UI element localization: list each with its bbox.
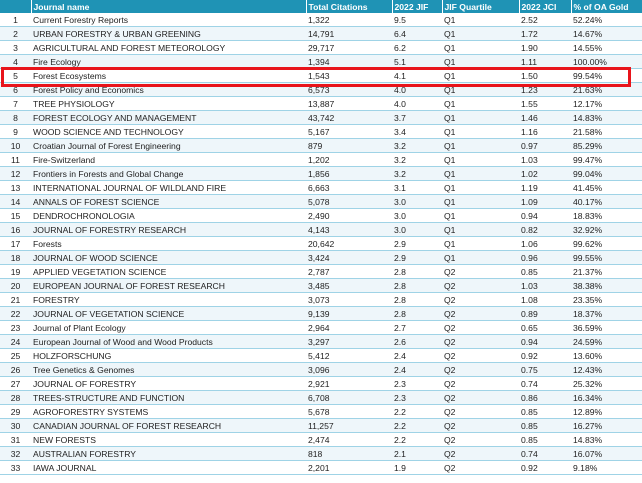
- cell-rank: 16: [0, 223, 31, 237]
- cell-journal-name: NEW FORESTS: [31, 433, 306, 447]
- cell-total-citations: 4,143: [306, 223, 392, 237]
- header-total-citations[interactable]: Total Citations: [306, 0, 392, 13]
- cell-total-citations: 29,717: [306, 41, 392, 55]
- cell-oa-gold: 36.59%: [571, 321, 642, 335]
- table-row: [0, 223, 642, 237]
- cell-jif-quartile: Q2: [442, 265, 519, 279]
- cell-total-citations: 6,708: [306, 391, 392, 405]
- cell-rank: 2: [0, 27, 31, 41]
- cell-journal-name: FOREST ECOLOGY AND MANAGEMENT: [31, 111, 306, 125]
- cell-oa-gold: 38.38%: [571, 279, 642, 293]
- cell-journal-name: AGRICULTURAL AND FOREST METEOROLOGY: [31, 41, 306, 55]
- cell-journal-name: WOOD SCIENCE AND TECHNOLOGY: [31, 125, 306, 139]
- table-row: [0, 251, 642, 265]
- cell-jif-quartile: Q2: [442, 307, 519, 321]
- cell-journal-name: IAWA JOURNAL: [31, 461, 306, 475]
- cell-rank: 3: [0, 41, 31, 55]
- cell-rank: 32: [0, 447, 31, 461]
- cell-journal-name: AGROFORESTRY SYSTEMS: [31, 405, 306, 419]
- cell-total-citations: 1,322: [306, 13, 392, 27]
- cell-total-citations: 3,297: [306, 335, 392, 349]
- cell-oa-gold: 12.89%: [571, 405, 642, 419]
- cell-journal-name: Frontiers in Forests and Global Change: [31, 167, 306, 181]
- cell-rank: 24: [0, 335, 31, 349]
- cell-total-citations: 1,543: [306, 69, 392, 83]
- cell-jif: 2.4: [392, 363, 442, 377]
- cell-journal-name: JOURNAL OF FORESTRY RESEARCH: [31, 223, 306, 237]
- table-row: [0, 13, 642, 27]
- cell-rank: 11: [0, 153, 31, 167]
- cell-jif-quartile: Q1: [442, 83, 519, 97]
- cell-jci: 1.55: [519, 97, 571, 111]
- cell-rank: 26: [0, 363, 31, 377]
- cell-jci: 0.92: [519, 349, 571, 363]
- cell-oa-gold: 100.00%: [571, 55, 642, 69]
- cell-jif: 2.2: [392, 419, 442, 433]
- cell-jci: 0.65: [519, 321, 571, 335]
- cell-total-citations: 2,490: [306, 209, 392, 223]
- cell-journal-name: European Journal of Wood and Wood Products: [31, 335, 306, 349]
- cell-rank: 5: [0, 69, 31, 83]
- cell-jif: 2.3: [392, 391, 442, 405]
- cell-total-citations: 5,678: [306, 405, 392, 419]
- cell-jif-quartile: Q1: [442, 209, 519, 223]
- cell-jif: 2.6: [392, 335, 442, 349]
- cell-jif-quartile: Q1: [442, 153, 519, 167]
- cell-journal-name: FORESTRY: [31, 293, 306, 307]
- cell-jif-quartile: Q2: [442, 419, 519, 433]
- cell-journal-name: Forests: [31, 237, 306, 251]
- cell-rank: 23: [0, 321, 31, 335]
- cell-jif-quartile: Q1: [442, 181, 519, 195]
- cell-jif: 2.8: [392, 279, 442, 293]
- header-jif[interactable]: 2022 JIF: [392, 0, 442, 13]
- cell-oa-gold: 85.29%: [571, 139, 642, 153]
- cell-jif-quartile: Q2: [442, 447, 519, 461]
- cell-oa-gold: 99.54%: [571, 69, 642, 83]
- cell-jif-quartile: Q1: [442, 111, 519, 125]
- cell-oa-gold: 24.59%: [571, 335, 642, 349]
- cell-journal-name: Fire-Switzerland: [31, 153, 306, 167]
- cell-jif: 4.0: [392, 97, 442, 111]
- table-row: [0, 293, 642, 307]
- cell-jif-quartile: Q1: [442, 27, 519, 41]
- cell-total-citations: 3,096: [306, 363, 392, 377]
- cell-rank: 20: [0, 279, 31, 293]
- cell-rank: 33: [0, 461, 31, 475]
- cell-total-citations: 1,202: [306, 153, 392, 167]
- header-oa-gold[interactable]: % of OA Gold: [571, 0, 642, 13]
- table-row: [0, 279, 642, 293]
- cell-oa-gold: 41.45%: [571, 181, 642, 195]
- cell-rank: 18: [0, 251, 31, 265]
- table-row: [0, 391, 642, 405]
- table-row: [0, 377, 642, 391]
- cell-jif-quartile: Q1: [442, 13, 519, 27]
- cell-total-citations: 2,787: [306, 265, 392, 279]
- cell-jci: 1.90: [519, 41, 571, 55]
- cell-oa-gold: 52.24%: [571, 13, 642, 27]
- table-row: [0, 209, 642, 223]
- cell-jif: 2.2: [392, 405, 442, 419]
- cell-oa-gold: 99.62%: [571, 237, 642, 251]
- cell-oa-gold: 12.17%: [571, 97, 642, 111]
- cell-jif-quartile: Q1: [442, 41, 519, 55]
- cell-journal-name: CANADIAN JOURNAL OF FOREST RESEARCH: [31, 419, 306, 433]
- cell-jif-quartile: Q2: [442, 293, 519, 307]
- cell-jif: 2.2: [392, 433, 442, 447]
- cell-jif: 6.4: [392, 27, 442, 41]
- cell-total-citations: 13,887: [306, 97, 392, 111]
- cell-jif: 3.1: [392, 181, 442, 195]
- cell-journal-name: INTERNATIONAL JOURNAL OF WILDLAND FIRE: [31, 181, 306, 195]
- cell-jif-quartile: Q2: [442, 461, 519, 475]
- cell-jif-quartile: Q1: [442, 195, 519, 209]
- cell-oa-gold: 25.32%: [571, 377, 642, 391]
- cell-jif-quartile: Q1: [442, 125, 519, 139]
- cell-total-citations: 2,921: [306, 377, 392, 391]
- cell-rank: 14: [0, 195, 31, 209]
- cell-total-citations: 5,078: [306, 195, 392, 209]
- cell-jif-quartile: Q2: [442, 405, 519, 419]
- cell-oa-gold: 99.04%: [571, 167, 642, 181]
- cell-jci: 0.85: [519, 265, 571, 279]
- cell-journal-name: Current Forestry Reports: [31, 13, 306, 27]
- cell-rank: 31: [0, 433, 31, 447]
- cell-jif: 2.3: [392, 377, 442, 391]
- header-row: [0, 0, 642, 13]
- table-row: [0, 181, 642, 195]
- cell-jci: 0.75: [519, 363, 571, 377]
- cell-rank: 27: [0, 377, 31, 391]
- table-row: [0, 307, 642, 321]
- cell-jif-quartile: Q2: [442, 321, 519, 335]
- cell-total-citations: 6,573: [306, 83, 392, 97]
- cell-rank: 7: [0, 97, 31, 111]
- cell-jci: 1.50: [519, 69, 571, 83]
- cell-jif: 9.5: [392, 13, 442, 27]
- cell-jci: 0.86: [519, 391, 571, 405]
- cell-journal-name: DENDROCHRONOLOGIA: [31, 209, 306, 223]
- cell-total-citations: 5,412: [306, 349, 392, 363]
- cell-journal-name: APPLIED VEGETATION SCIENCE: [31, 265, 306, 279]
- cell-rank: 17: [0, 237, 31, 251]
- cell-total-citations: 3,424: [306, 251, 392, 265]
- cell-journal-name: Tree Genetics & Genomes: [31, 363, 306, 377]
- cell-oa-gold: 99.47%: [571, 153, 642, 167]
- table-row: [0, 433, 642, 447]
- table-row: [0, 55, 642, 69]
- cell-jif: 2.7: [392, 321, 442, 335]
- cell-jci: 0.96: [519, 251, 571, 265]
- cell-journal-name: Croatian Journal of Forest Engineering: [31, 139, 306, 153]
- cell-journal-name: Fire Ecology: [31, 55, 306, 69]
- cell-oa-gold: 14.67%: [571, 27, 642, 41]
- cell-journal-name: AUSTRALIAN FORESTRY: [31, 447, 306, 461]
- cell-rank: 25: [0, 349, 31, 363]
- cell-total-citations: 2,964: [306, 321, 392, 335]
- cell-total-citations: 1,856: [306, 167, 392, 181]
- table-row: [0, 195, 642, 209]
- cell-rank: 19: [0, 265, 31, 279]
- cell-total-citations: 20,642: [306, 237, 392, 251]
- cell-jif: 2.4: [392, 349, 442, 363]
- cell-jif: 3.0: [392, 195, 442, 209]
- table-row: [0, 27, 642, 41]
- cell-total-citations: 9,139: [306, 307, 392, 321]
- cell-journal-name: EUROPEAN JOURNAL OF FOREST RESEARCH: [31, 279, 306, 293]
- cell-oa-gold: 18.83%: [571, 209, 642, 223]
- cell-total-citations: 6,663: [306, 181, 392, 195]
- cell-rank: 6: [0, 83, 31, 97]
- cell-jif: 3.0: [392, 209, 442, 223]
- cell-jif: 1.9: [392, 461, 442, 475]
- cell-total-citations: 2,474: [306, 433, 392, 447]
- table-row: [0, 335, 642, 349]
- cell-oa-gold: 23.35%: [571, 293, 642, 307]
- cell-jci: 1.06: [519, 237, 571, 251]
- cell-jif-quartile: Q2: [442, 349, 519, 363]
- cell-jif: 3.7: [392, 111, 442, 125]
- table-row: [0, 125, 642, 139]
- cell-jci: 0.85: [519, 405, 571, 419]
- table-row: [0, 153, 642, 167]
- cell-rank: 28: [0, 391, 31, 405]
- cell-jci: 1.72: [519, 27, 571, 41]
- table-row: [0, 419, 642, 433]
- cell-rank: 8: [0, 111, 31, 125]
- cell-journal-name: JOURNAL OF WOOD SCIENCE: [31, 251, 306, 265]
- header-jci[interactable]: 2022 JCI: [519, 0, 571, 13]
- cell-jif-quartile: Q1: [442, 251, 519, 265]
- cell-jif: 2.1: [392, 447, 442, 461]
- cell-rank: 29: [0, 405, 31, 419]
- cell-total-citations: 11,257: [306, 419, 392, 433]
- table-body: [0, 13, 642, 475]
- cell-jif-quartile: Q1: [442, 139, 519, 153]
- header-journal-name[interactable]: Journal name: [31, 0, 306, 13]
- cell-jci: 1.16: [519, 125, 571, 139]
- cell-jif-quartile: Q1: [442, 69, 519, 83]
- cell-jif-quartile: Q1: [442, 55, 519, 69]
- cell-jif-quartile: Q2: [442, 363, 519, 377]
- cell-oa-gold: 14.55%: [571, 41, 642, 55]
- cell-oa-gold: 21.37%: [571, 265, 642, 279]
- cell-total-citations: 1,394: [306, 55, 392, 69]
- cell-journal-name: URBAN FORESTRY & URBAN GREENING: [31, 27, 306, 41]
- cell-jci: 2.52: [519, 13, 571, 27]
- table-row: [0, 139, 642, 153]
- cell-oa-gold: 21.58%: [571, 125, 642, 139]
- cell-oa-gold: 21.63%: [571, 83, 642, 97]
- cell-rank: 13: [0, 181, 31, 195]
- cell-jif: 2.8: [392, 293, 442, 307]
- table-row: [0, 237, 642, 251]
- cell-total-citations: 14,791: [306, 27, 392, 41]
- cell-oa-gold: 14.83%: [571, 111, 642, 125]
- cell-total-citations: 43,742: [306, 111, 392, 125]
- cell-jci: 1.09: [519, 195, 571, 209]
- cell-oa-gold: 16.34%: [571, 391, 642, 405]
- header-rank[interactable]: [0, 0, 31, 13]
- cell-jif: 2.9: [392, 237, 442, 251]
- cell-journal-name: Forest Policy and Economics: [31, 83, 306, 97]
- cell-journal-name: JOURNAL OF FORESTRY: [31, 377, 306, 391]
- cell-jif-quartile: Q2: [442, 335, 519, 349]
- cell-jci: 1.08: [519, 293, 571, 307]
- cell-journal-name: Forest Ecosystems: [31, 69, 306, 83]
- cell-jif-quartile: Q2: [442, 433, 519, 447]
- cell-jci: 0.82: [519, 223, 571, 237]
- cell-jci: 1.03: [519, 153, 571, 167]
- cell-oa-gold: 14.83%: [571, 433, 642, 447]
- table-row: [0, 405, 642, 419]
- cell-jci: 1.46: [519, 111, 571, 125]
- header-jif-quartile[interactable]: JIF Quartile: [442, 0, 519, 13]
- table-row: [0, 69, 642, 83]
- cell-jci: 0.94: [519, 335, 571, 349]
- cell-oa-gold: 18.37%: [571, 307, 642, 321]
- cell-total-citations: 5,167: [306, 125, 392, 139]
- cell-rank: 30: [0, 419, 31, 433]
- table-row: [0, 321, 642, 335]
- cell-jci: 0.85: [519, 433, 571, 447]
- cell-jif: 4.0: [392, 83, 442, 97]
- cell-jci: 0.97: [519, 139, 571, 153]
- cell-jif-quartile: Q1: [442, 223, 519, 237]
- cell-rank: 4: [0, 55, 31, 69]
- cell-jif: 3.2: [392, 167, 442, 181]
- cell-oa-gold: 9.18%: [571, 461, 642, 475]
- table-row: [0, 349, 642, 363]
- table-row: [0, 447, 642, 461]
- cell-journal-name: HOLZFORSCHUNG: [31, 349, 306, 363]
- cell-jif: 6.2: [392, 41, 442, 55]
- table-row: [0, 461, 642, 475]
- cell-jif-quartile: Q1: [442, 237, 519, 251]
- cell-rank: 10: [0, 139, 31, 153]
- table-row: [0, 97, 642, 111]
- cell-oa-gold: 99.55%: [571, 251, 642, 265]
- cell-rank: 9: [0, 125, 31, 139]
- cell-journal-name: Journal of Plant Ecology: [31, 321, 306, 335]
- table-row: [0, 83, 642, 97]
- cell-journal-name: TREES-STRUCTURE AND FUNCTION: [31, 391, 306, 405]
- cell-oa-gold: 13.60%: [571, 349, 642, 363]
- cell-jci: 1.03: [519, 279, 571, 293]
- cell-oa-gold: 40.17%: [571, 195, 642, 209]
- cell-jci: 0.92: [519, 461, 571, 475]
- cell-jif-quartile: Q2: [442, 377, 519, 391]
- cell-jif: 2.9: [392, 251, 442, 265]
- cell-jci: 1.19: [519, 181, 571, 195]
- cell-total-citations: 3,485: [306, 279, 392, 293]
- table-row: [0, 265, 642, 279]
- table-row: [0, 167, 642, 181]
- cell-jif-quartile: Q2: [442, 391, 519, 405]
- cell-total-citations: 3,073: [306, 293, 392, 307]
- cell-rank: 15: [0, 209, 31, 223]
- cell-jci: 0.74: [519, 447, 571, 461]
- cell-rank: 21: [0, 293, 31, 307]
- cell-oa-gold: 16.07%: [571, 447, 642, 461]
- cell-jif: 3.0: [392, 223, 442, 237]
- cell-jif-quartile: Q1: [442, 167, 519, 181]
- cell-total-citations: 2,201: [306, 461, 392, 475]
- cell-rank: 1: [0, 13, 31, 27]
- cell-oa-gold: 12.43%: [571, 363, 642, 377]
- cell-rank: 22: [0, 307, 31, 321]
- cell-jci: 1.23: [519, 83, 571, 97]
- cell-jif-quartile: Q2: [442, 279, 519, 293]
- cell-total-citations: 818: [306, 447, 392, 461]
- cell-jci: 1.11: [519, 55, 571, 69]
- cell-jif: 4.1: [392, 69, 442, 83]
- cell-jif: 2.8: [392, 265, 442, 279]
- cell-journal-name: JOURNAL OF VEGETATION SCIENCE: [31, 307, 306, 321]
- cell-jci: 0.85: [519, 419, 571, 433]
- cell-jif: 5.1: [392, 55, 442, 69]
- table-row: [0, 363, 642, 377]
- cell-oa-gold: 16.27%: [571, 419, 642, 433]
- cell-journal-name: TREE PHYSIOLOGY: [31, 97, 306, 111]
- cell-oa-gold: 32.92%: [571, 223, 642, 237]
- cell-jci: 0.89: [519, 307, 571, 321]
- cell-jci: 1.02: [519, 167, 571, 181]
- cell-journal-name: ANNALS OF FOREST SCIENCE: [31, 195, 306, 209]
- cell-jif-quartile: Q1: [442, 97, 519, 111]
- cell-jif: 3.4: [392, 125, 442, 139]
- cell-total-citations: 879: [306, 139, 392, 153]
- cell-jci: 0.74: [519, 377, 571, 391]
- cell-jci: 0.94: [519, 209, 571, 223]
- table-row: [0, 41, 642, 55]
- cell-jif: 3.2: [392, 139, 442, 153]
- cell-jif: 2.8: [392, 307, 442, 321]
- table-row: [0, 111, 642, 125]
- cell-rank: 12: [0, 167, 31, 181]
- cell-jif: 3.2: [392, 153, 442, 167]
